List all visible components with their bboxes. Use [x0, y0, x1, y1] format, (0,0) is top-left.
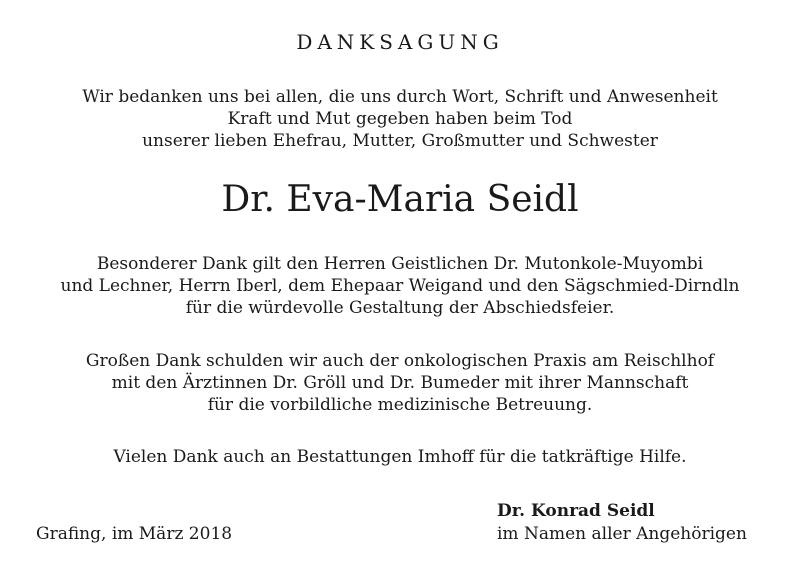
deceased-name: Dr. Eva-Maria Seidl	[221, 179, 579, 220]
signer-name: Dr. Konrad Seidl	[497, 501, 655, 521]
signer-role: im Namen aller Angehörigen	[497, 524, 747, 544]
intro-line: unserer lieben Ehefrau, Mutter, Großmutter und Schwester	[142, 131, 658, 151]
thanks-clergy-paragraph	[0, 253, 800, 319]
thanks-funeral-paragraph	[0, 446, 800, 468]
thanks-clergy-line: für die würdevolle Gestaltung der Abschiedsfeier.	[185, 298, 615, 318]
thanks-medical-line: Großen Dank schulden wir auch der onkologischen Praxis am Reischlhof	[85, 351, 715, 371]
thanks-medical-line: mit den Ärztinnen Dr. Gröll und Dr. Bumeder mit ihrer Mannschaft	[111, 373, 689, 393]
thanks-medical-line: für die vorbildliche medizinische Betreuung.	[207, 395, 593, 415]
notice-title: DANKSAGUNG	[296, 30, 504, 54]
intro-line: Wir bedanken uns bei allen, die uns durch Wort, Schrift und Anwesenheit	[82, 87, 718, 107]
intro-line: Kraft und Mut gegeben haben beim Tod	[227, 109, 573, 129]
thanks-funeral-line: Vielen Dank auch an Bestattungen Imhoff für die tatkräftige Hilfe.	[113, 447, 687, 467]
place-date: Grafing, im März 2018	[36, 524, 233, 544]
thanks-medical-paragraph	[0, 350, 800, 416]
thanks-clergy-line: und Lechner, Herrn Iberl, dem Ehepaar Weigand und den Sägschmied-Dirndln	[60, 276, 740, 296]
thanks-clergy-line: Besonderer Dank gilt den Herren Geistlichen Dr. Mutonkole-Muyombi	[96, 254, 704, 274]
intro-paragraph	[0, 86, 800, 152]
